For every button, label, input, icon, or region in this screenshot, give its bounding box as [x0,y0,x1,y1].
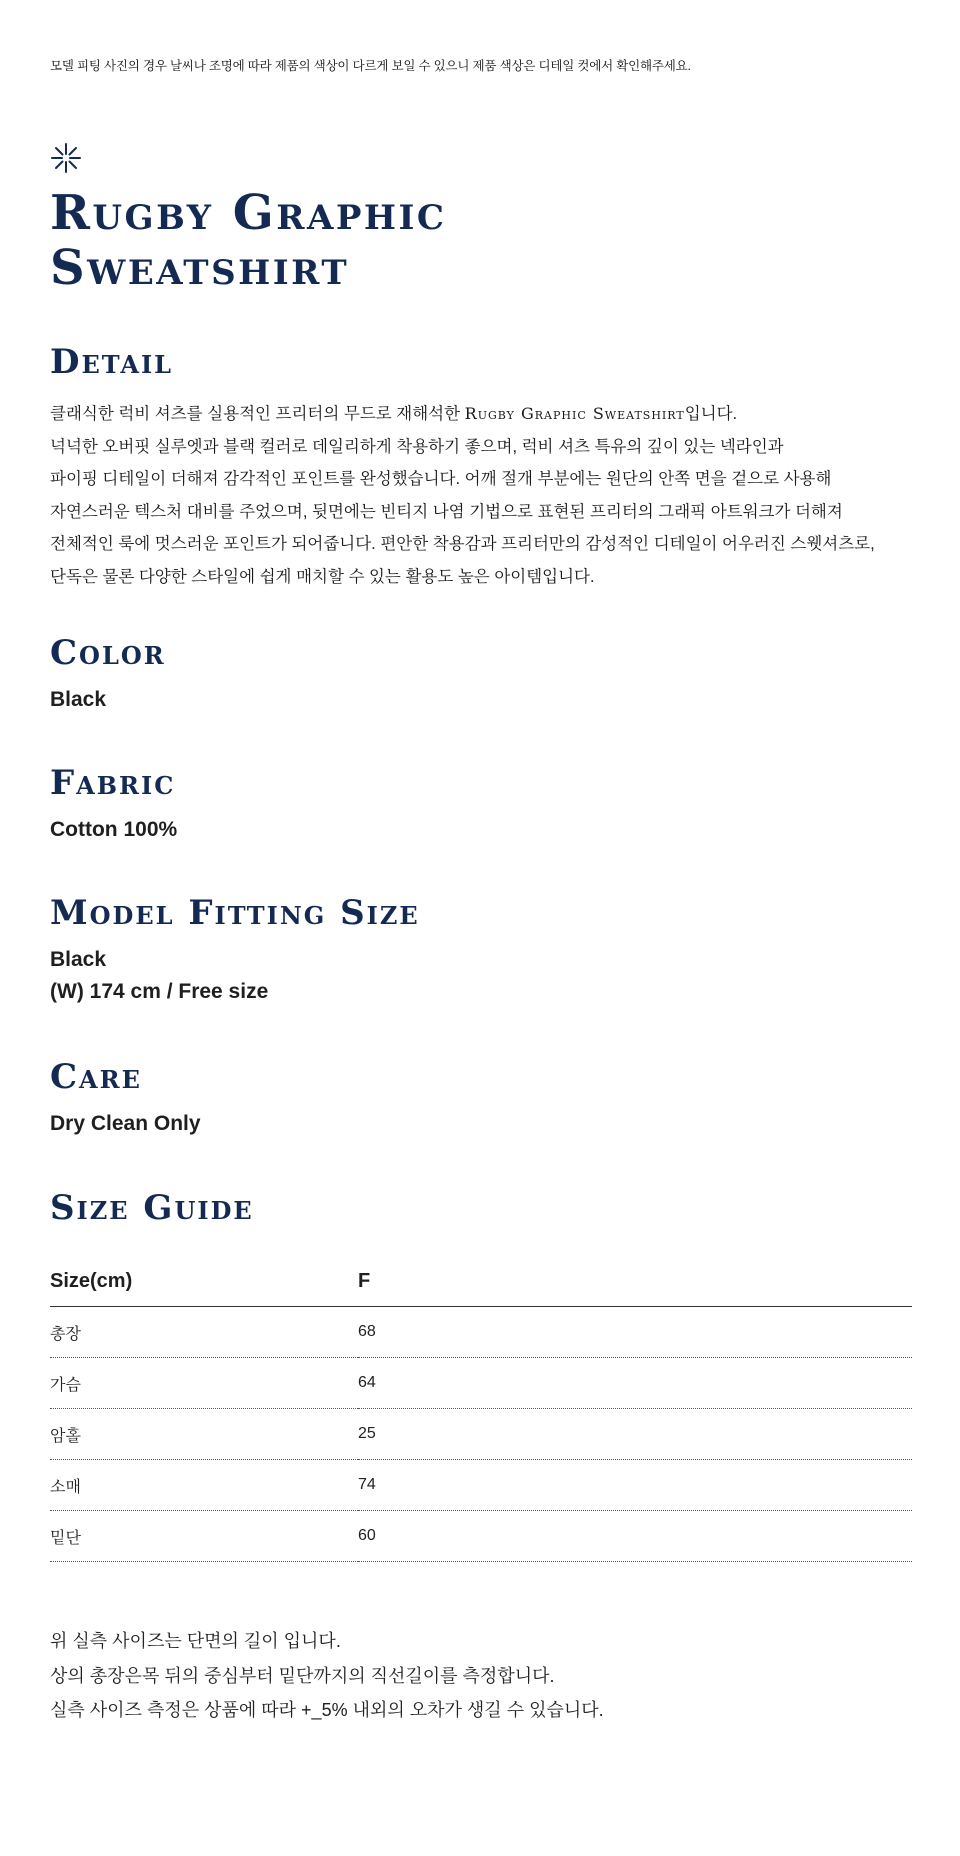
detail-line-2: 넉넉한 오버핏 실루엣과 블랙 컬러로 데일리하게 착용하기 좋으며, 럭비 셔츠 특유의 깊이 있는 넥라인과 [50,437,784,456]
detail-heading: Detail [50,342,174,382]
measure-value: 64 [358,1358,912,1409]
table-row [50,1460,912,1511]
model-color: Black [50,948,107,971]
product-title-line2: Sweatshirt [50,240,350,296]
color-notice: 모델 피팅 사진의 경우 날씨나 조명에 따라 제품의 색상이 다르게 보일 수 있으니 제품 색상은 디테일 컷에서 확인해주세요. [50,59,691,73]
care-heading: Care [50,1057,142,1097]
model-fitting-heading: Model Fitting Size [50,893,420,933]
detail-line-6: 단독은 물론 다양한 스타일에 쉽게 매치할 수 있는 활용도 높은 아이템입니다. [50,567,595,586]
size-note-2: 상의 총장은목 뒤의 중심부터 밑단까지의 직선길이를 측정합니다. [50,1665,555,1686]
measure-label: 암홀 [50,1409,358,1460]
measure-value: 74 [358,1460,912,1511]
size-notes [50,1624,604,1728]
size-note-3: 실측 사이즈 측정은 상품에 따라 +_5% 내외의 오차가 생길 수 있습니다. [50,1700,604,1720]
size-header-f: F [358,1256,912,1307]
detail-description [50,398,912,593]
detail-line-5: 전체적인 룩에 멋스러운 포인트가 되어줍니다. 편안한 착용감과 프리터만의 감성적인 디테일이 어우러진 스웻셔츠로, [50,535,875,553]
product-title [50,186,610,296]
size-note-1: 위 실측 사이즈는 단면의 길이 입니다. [50,1631,341,1651]
measure-value: 60 [358,1511,912,1562]
color-heading: Color [50,633,166,673]
table-row [50,1511,912,1562]
fabric-value: Cotton 100% [50,818,178,841]
fabric-heading: Fabric [50,763,176,803]
measure-label: 총장 [50,1307,358,1358]
model-size: (W) 174 cm / Free size [50,980,269,1003]
product-name-inline: Rugby Graphic Sweatshirt [464,404,685,423]
product-title-line1: Rugby Graphic [50,185,447,241]
measure-label: 밑단 [50,1511,358,1562]
table-row [50,1409,912,1460]
size-header-label: Size(cm) [50,1256,358,1307]
table-row [50,1307,912,1358]
size-table-header [50,1256,912,1307]
size-guide-heading: Size Guide [50,1188,254,1228]
table-row [50,1358,912,1409]
measure-label: 소매 [50,1460,358,1511]
size-table [50,1256,912,1562]
detail-line-3: 파이핑 디테일이 더해져 감각적인 포인트를 완성했습니다. 어깨 절개 부분에는 원단의 안쪽 면을 겉으로 사용해 [50,470,832,488]
measure-value: 68 [358,1307,912,1358]
sparkle-icon [50,142,82,174]
measure-value: 25 [358,1409,912,1460]
detail-line-4: 자연스러운 텍스처 대비를 주었으며, 뒷면에는 빈티지 나염 기법으로 표현된 프리터의 그래픽 아트워크가 더해져 [50,502,843,521]
color-value: Black [50,688,107,711]
detail-line-1: 클래식한 럭비 셔츠를 실용적인 프리터의 무드로 재해석한 Rugby Graphic Sweatshirt입니다. [50,404,738,423]
care-value: Dry Clean Only [50,1112,201,1135]
measure-label: 가슴 [50,1358,358,1409]
